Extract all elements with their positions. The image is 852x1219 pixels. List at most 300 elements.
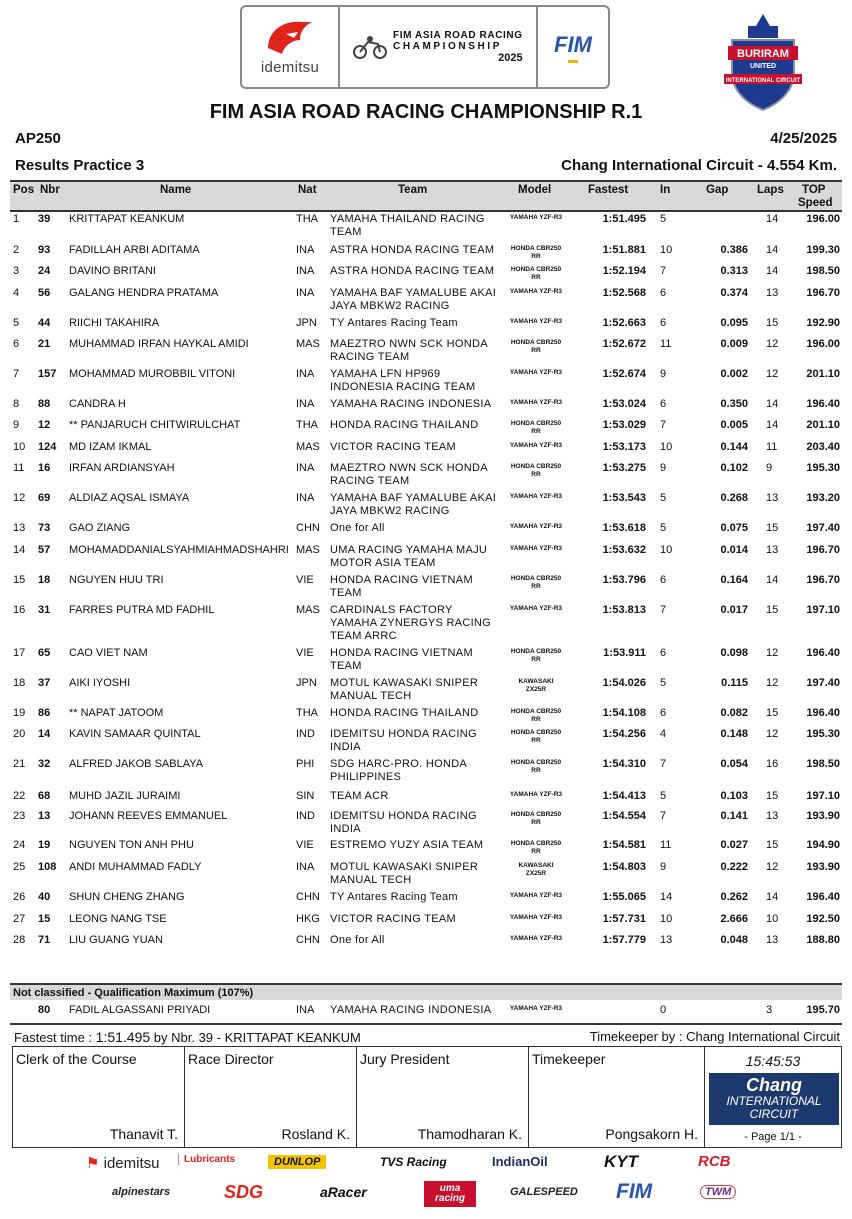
cell-team: YAMAHA BAF YAMALUBE AKAI JAYA MBKW2 RACING: [330, 492, 497, 517]
cell-team: IDEMITSU HONDA RACING INDIA: [330, 728, 477, 753]
sponsor-uma-racing: uma racing: [424, 1181, 476, 1207]
cell-model: HONDA CBR250 RR: [510, 811, 562, 826]
cell-laps: 15: [766, 522, 779, 534]
cell-model: YAMAHA YZF-R3: [509, 214, 563, 221]
cell-team: SDG HARC-PRO. HONDA PHILIPPINES: [330, 758, 467, 783]
timekeeper-by: Timekeeper by : Chang International Circuit: [589, 1029, 840, 1044]
cell-nbr: 69: [38, 492, 51, 504]
cell-in: 10: [660, 544, 673, 556]
idemitsu-logo: [242, 7, 338, 87]
sig-timekeeper-title: Timekeeper: [532, 1051, 606, 1067]
cell-team: ESTREMO YUZY ASIA TEAM: [330, 839, 484, 851]
cell-in: 7: [660, 604, 667, 616]
cell-gap: 0.009: [720, 338, 748, 350]
cell-in: 6: [660, 287, 667, 299]
cell-model: HONDA CBR250 RR: [510, 759, 562, 774]
header-logo-box: [240, 5, 610, 89]
cell-speed: 194.90: [806, 839, 840, 851]
cell-laps: 13: [766, 287, 779, 299]
chang-logo-line3: CIRCUIT: [749, 1107, 799, 1121]
session-name: Results Practice 3: [15, 157, 145, 174]
cell-in: 7: [660, 810, 667, 822]
cell-team: TY Antares Racing Team: [330, 317, 458, 329]
cell-team: MOTUL KAWASAKI SNIPER MANUAL TECH: [330, 861, 479, 886]
cell-speed: 193.90: [806, 861, 840, 873]
signature-table: [12, 1046, 842, 1148]
cell-name: JOHANN REEVES EMMANUEL: [69, 810, 228, 822]
cell-nat: JPN: [296, 677, 317, 689]
cell-name: GAO ZIANG: [69, 522, 131, 534]
col-pos: Pos: [13, 184, 35, 196]
cell-nbr: 31: [38, 604, 51, 616]
class-name: AP250: [15, 130, 61, 147]
cell-model: YAMAHA YZF-R3: [509, 399, 563, 406]
cell-team: One for All: [330, 934, 385, 946]
cell-in: 11: [660, 338, 672, 350]
cell-name: DAVINO BRITANI: [69, 265, 156, 277]
cell-nat: INA: [296, 1004, 315, 1016]
chang-logo-line2: INTERNATIONAL: [726, 1094, 822, 1108]
cell-speed: 192.50: [806, 913, 840, 925]
cell-gap: 0.374: [720, 287, 748, 299]
col-in: In: [660, 184, 671, 196]
cell-pos: 16: [13, 604, 26, 616]
cell-model: HONDA CBR250 RR: [510, 463, 562, 478]
cell-nat: INA: [296, 492, 315, 504]
cell-gap: 0.386: [720, 244, 748, 256]
cell-nbr: 15: [38, 913, 51, 925]
cell-speed: 193.20: [806, 492, 840, 504]
cell-nat: MAS: [296, 604, 320, 616]
cell-model: KAWASAKI ZX25R: [518, 678, 554, 693]
cell-nat: INA: [296, 462, 315, 474]
sig-clerk-name: Thanavit T.: [109, 1126, 178, 1142]
cell-gap: 0.164: [720, 574, 748, 586]
cell-laps: 14: [766, 265, 779, 277]
cell-model: HONDA CBR250 RR: [510, 339, 562, 354]
cell-model: HONDA CBR250 RR: [510, 575, 562, 590]
cell-team: YAMAHA LFN HP969 INDONESIA RACING TEAM: [330, 368, 476, 393]
cell-in: 14: [660, 891, 673, 903]
champ-line1: FIM ASIA ROAD RACING: [393, 30, 523, 41]
sponsor-indianoil: IndianOil: [492, 1154, 548, 1169]
sig-race-director-title: Race Director: [188, 1051, 274, 1067]
cell-team: TEAM ACR: [330, 790, 389, 802]
cell-model: YAMAHA YZF-R3: [509, 523, 563, 530]
cell-nat: THA: [296, 213, 318, 225]
cell-pos: 23: [13, 810, 26, 822]
cell-team: HONDA RACING THAILAND: [330, 419, 479, 431]
cell-pos: 1: [13, 213, 20, 225]
cell-laps: 15: [766, 707, 779, 719]
results-table-header: [10, 180, 842, 212]
cell-name: MOHAMMAD MUROBBIL VITONI: [69, 368, 236, 380]
cell-fastest: 1:57.779: [602, 934, 646, 946]
cell-pos: 11: [13, 462, 25, 474]
cell-pos: 8: [13, 398, 20, 410]
col-gap: Gap: [706, 184, 729, 196]
cell-speed: 197.40: [806, 677, 840, 689]
cell-fastest: 1:53.813: [602, 604, 646, 616]
cell-team: One for All: [330, 522, 385, 534]
buriram-circuit-badge: [718, 10, 808, 112]
cell-pos: 27: [13, 913, 26, 925]
sponsor-aracer: aRacer: [320, 1184, 367, 1200]
rider-icon: [352, 34, 388, 60]
cell-speed: 195.30: [806, 728, 840, 740]
cell-laps: 12: [766, 368, 779, 380]
cell-name: IRFAN ARDIANSYAH: [69, 462, 175, 474]
cell-in: 11: [660, 839, 672, 851]
cell-fastest: 1:53.796: [602, 574, 646, 586]
event-date: 4/25/2025: [770, 130, 837, 147]
cell-gap: 0.005: [720, 419, 748, 431]
cell-in: 5: [660, 213, 667, 225]
cell-nbr: 39: [38, 213, 51, 225]
cell-model: HONDA CBR250 RR: [510, 729, 562, 744]
cell-name: MUHD JAZIL JURAIMI: [69, 790, 181, 802]
cell-gap: 0.027: [720, 839, 748, 851]
cell-fastest: 1:54.256: [602, 728, 646, 740]
cell-fastest: 1:57.731: [602, 913, 646, 925]
cell-speed: 197.10: [806, 790, 840, 802]
col-nat: Nat: [298, 184, 317, 196]
cell-team: ASTRA HONDA RACING TEAM: [330, 244, 495, 256]
fim-wordmark: FIM: [554, 31, 592, 57]
badge-bottom-text: INTERNATIONAL CIRCUIT: [725, 78, 801, 84]
col-laps: Laps: [757, 184, 784, 196]
cell-name: NGUYEN HUU TRI: [69, 574, 164, 586]
cell-name: ** NAPAT JATOOM: [69, 707, 164, 719]
cell-fastest: 1:53.618: [602, 522, 646, 534]
cell-pos: 17: [13, 647, 26, 659]
sig-clerk-title: Clerk of the Course: [16, 1051, 137, 1067]
cell-name: CAO VIET NAM: [69, 647, 148, 659]
badge-top-text: BURIRAM: [737, 48, 789, 60]
cell-gap: 0.103: [720, 790, 748, 802]
cell-in: 6: [660, 707, 667, 719]
cell-gap: 0.350: [720, 398, 748, 410]
cell-gap: 0.102: [720, 462, 748, 474]
cell-laps: 12: [766, 861, 779, 873]
cell-pos: 25: [13, 861, 26, 873]
cell-speed: 196.40: [806, 707, 840, 719]
cell-nat: CHN: [296, 934, 320, 946]
cell-model: YAMAHA YZF-R3: [509, 369, 563, 376]
cell-laps: 9: [766, 462, 773, 474]
cell-nbr: 40: [38, 891, 51, 903]
cell-team: YAMAHA RACING INDONESIA: [330, 1004, 492, 1016]
cell-nbr: 12: [38, 419, 51, 431]
cell-nat: MAS: [296, 441, 320, 453]
cell-model: HONDA CBR250 RR: [510, 708, 562, 723]
cell-pos: 10: [13, 441, 26, 453]
sponsor-sdg: SDG: [224, 1182, 264, 1202]
cell-fastest: 1:51.881: [602, 244, 646, 256]
cell-gap: 0.017: [720, 604, 748, 616]
cell-pos: 26: [13, 891, 26, 903]
cell-name: GALANG HENDRA PRATAMA: [69, 287, 219, 299]
cell-gap: 0.313: [720, 265, 748, 277]
cell-model: HONDA CBR250 RR: [510, 245, 562, 260]
cell-in: 10: [660, 244, 673, 256]
cell-nat: INA: [296, 244, 315, 256]
cell-nbr: 19: [38, 839, 51, 851]
cell-laps: 13: [766, 810, 779, 822]
cell-in: 7: [660, 265, 667, 277]
cell-nbr: 44: [38, 317, 51, 329]
cell-gap: 0.048: [720, 934, 748, 946]
cell-nbr: 24: [38, 265, 51, 277]
cell-fastest: 1:53.275: [602, 462, 646, 474]
cell-nbr: 65: [38, 647, 51, 659]
cell-name: NGUYEN TON ANH PHU: [69, 839, 194, 851]
cell-model: YAMAHA YZF-R3: [509, 318, 563, 325]
cell-model: YAMAHA YZF-R3: [509, 914, 563, 921]
cell-speed: 196.40: [806, 398, 840, 410]
col-speed-bottom: Speed: [798, 197, 833, 209]
cell-team: MAEZTRO NWN SCK HONDA RACING TEAM: [330, 462, 488, 487]
cell-gap: 0.082: [720, 707, 748, 719]
cell-pos: 7: [13, 368, 20, 380]
cell-nbr: 18: [38, 574, 51, 586]
cell-speed: 193.90: [806, 810, 840, 822]
cell-model: KAWASAKI ZX25R: [518, 862, 554, 877]
sig-timekeeper-name: Pongsakorn H.: [605, 1126, 698, 1142]
cell-laps: 14: [766, 891, 779, 903]
cell-in: 7: [660, 419, 667, 431]
cell-pos: 15: [13, 574, 26, 586]
cell-nbr: 88: [38, 398, 51, 410]
cell-fastest: 1:54.108: [602, 707, 646, 719]
chang-logo-line1: Chang: [746, 1075, 802, 1095]
cell-fastest: 1:53.173: [602, 441, 646, 453]
cell-model: HONDA CBR250 RR: [510, 266, 562, 281]
cell-nbr: 86: [38, 707, 51, 719]
cell-name: MUHAMMAD IRFAN HAYKAL AMIDI: [69, 338, 249, 350]
cell-fastest: 1:52.672: [602, 338, 646, 350]
cell-in: 9: [660, 462, 667, 474]
cell-gap: 0.014: [720, 544, 748, 556]
sig-timekeeper: [529, 1047, 705, 1147]
cell-nat: CHN: [296, 522, 320, 534]
cell-in: 10: [660, 441, 673, 453]
cell-fastest: 1:52.568: [602, 287, 646, 299]
fim-logo: [538, 32, 608, 63]
cell-pos: 20: [13, 728, 26, 740]
cell-team: YAMAHA THAILAND RACING TEAM: [330, 213, 485, 238]
cell-nbr: 14: [38, 728, 51, 740]
cell-nbr: 57: [38, 544, 51, 556]
cell-in: 10: [660, 913, 673, 925]
cell-nbr: 73: [38, 522, 51, 534]
cell-team: YAMAHA BAF YAMALUBE AKAI JAYA MBKW2 RACING: [330, 287, 497, 312]
cell-gap: 0.095: [720, 317, 748, 329]
fastest-time-value: 1:51.495: [95, 1029, 151, 1045]
cell-pos: 6: [13, 338, 20, 350]
cell-gap: 0.115: [721, 677, 748, 689]
cell-fastest: 1:52.674: [602, 368, 646, 380]
cell-speed: 197.40: [806, 522, 840, 534]
cell-fastest: 1:53.632: [602, 544, 646, 556]
cell-in: 0: [660, 1004, 667, 1016]
cell-laps: 13: [766, 934, 779, 946]
cell-nat: THA: [296, 419, 318, 431]
cell-gap: 0.054: [720, 758, 748, 770]
cell-name: KRITTAPAT KEANKUM: [69, 213, 185, 225]
cell-model: YAMAHA YZF-R3: [509, 1005, 563, 1012]
cell-pos: 2: [13, 244, 20, 256]
cell-speed: 201.10: [806, 368, 840, 380]
cell-team: CARDINALS FACTORY YAMAHA ZYNERGYS RACING TEAM ARRC: [330, 604, 492, 642]
cell-laps: 15: [766, 604, 779, 616]
cell-laps: 15: [766, 317, 779, 329]
cell-in: 6: [660, 317, 667, 329]
cell-gap: 0.098: [720, 647, 748, 659]
cell-team: VICTOR RACING TEAM: [330, 913, 457, 925]
cell-team: HONDA RACING VIETNAM TEAM: [330, 574, 473, 599]
sponsor-lubricants: Lubricants: [178, 1154, 235, 1165]
cell-nat: SIN: [296, 790, 315, 802]
cell-in: 4: [660, 728, 667, 740]
cell-gap: 2.666: [720, 913, 748, 925]
cell-name: ALFRED JAKOB SABLAYA: [69, 758, 204, 770]
cell-nat: VIE: [296, 647, 314, 659]
cell-fastest: 1:55.065: [602, 891, 646, 903]
cell-nbr: 16: [38, 462, 51, 474]
cell-model: YAMAHA YZF-R3: [509, 545, 563, 552]
cell-nat: INA: [296, 861, 315, 873]
print-time: 15:45:53: [745, 1053, 801, 1069]
cell-speed: 188.80: [806, 934, 840, 946]
cell-in: 5: [660, 790, 667, 802]
cell-nbr: 13: [38, 810, 51, 822]
cell-model: YAMAHA YZF-R3: [509, 892, 563, 899]
cell-laps: 14: [766, 419, 779, 431]
sig-jury-president: [357, 1047, 529, 1147]
cell-fastest: 1:54.803: [602, 861, 646, 873]
cell-pos: 21: [13, 758, 26, 770]
cell-speed: 203.40: [806, 441, 840, 453]
cell-fastest: 1:52.194: [602, 265, 646, 277]
cell-speed: 198.50: [806, 265, 840, 277]
cell-name: FADIL ALGASSANI PRIYADI: [69, 1004, 211, 1016]
cell-nat: INA: [296, 265, 315, 277]
cell-fastest: 1:54.554: [602, 810, 646, 822]
cell-name: FARRES PUTRA MD FADHIL: [69, 604, 215, 616]
fastest-label: Fastest time :: [14, 1030, 93, 1045]
cell-laps: 10: [766, 913, 779, 925]
sig-jury-name: Thamodharan K.: [417, 1126, 522, 1142]
cell-gap: 0.141: [720, 810, 748, 822]
cell-nbr: 37: [38, 677, 51, 689]
sponsor-alpinestars: alpinestars: [112, 1186, 171, 1198]
cell-fastest: 1:53.911: [603, 647, 646, 659]
cell-nbr: 93: [38, 244, 51, 256]
champ-year: 2025: [498, 52, 523, 64]
cell-gap: 0.268: [720, 492, 748, 504]
cell-laps: 12: [766, 647, 779, 659]
cell-nat: PHI: [296, 758, 315, 770]
cell-fastest: 1:52.663: [602, 317, 646, 329]
cell-team: IDEMITSU HONDA RACING INDIA: [330, 810, 477, 835]
sponsor-idemitsu: ⚑ idemitsu: [86, 1155, 160, 1172]
sig-race-director-name: Rosland K.: [281, 1126, 350, 1142]
cell-model: HONDA CBR250 RR: [510, 648, 562, 663]
cell-name: CANDRA H: [69, 398, 126, 410]
cell-pos: 5: [13, 317, 20, 329]
cell-laps: 16: [766, 758, 779, 770]
cell-nat: THA: [296, 707, 318, 719]
cell-name: RIICHI TAKAHIRA: [69, 317, 160, 329]
cell-nbr: 32: [38, 758, 51, 770]
cell-fastest: 1:54.310: [602, 758, 646, 770]
cell-pos: 4: [13, 287, 20, 299]
cell-speed: 196.70: [806, 544, 840, 556]
cell-nbr: 157: [38, 368, 57, 380]
sponsor-galespeed: GALESPEED: [510, 1186, 578, 1198]
cell-nbr: 71: [38, 934, 51, 946]
cell-model: HONDA CBR250 RR: [510, 840, 562, 855]
cell-laps: 11: [766, 441, 778, 453]
cell-pos: 9: [13, 419, 20, 431]
sponsor-twm: TWM: [700, 1185, 736, 1199]
cell-name: ANDI MUHAMMAD FADLY: [69, 861, 202, 873]
cell-nat: VIE: [296, 839, 314, 851]
cell-name: ALDIAZ AQSAL ISMAYA: [69, 492, 190, 504]
idemitsu-flame-icon: [264, 18, 316, 56]
cell-laps: 3: [766, 1004, 773, 1016]
col-fastest: Fastest: [588, 184, 629, 196]
champ-line2: CHAMPIONSHIP: [393, 41, 502, 52]
cell-in: 5: [660, 492, 667, 504]
sponsor-tvs: TVS Racing: [380, 1155, 447, 1169]
not-classified-heading: Not classified - Qualification Maximum (107%): [10, 983, 842, 1000]
col-speed-top: TOP: [802, 184, 826, 196]
cell-team: TY Antares Racing Team: [330, 891, 458, 903]
cell-gap: 0.075: [720, 522, 748, 534]
cell-name: FADILLAH ARBI ADITAMA: [69, 244, 200, 256]
cell-team: YAMAHA RACING INDONESIA: [330, 398, 492, 410]
cell-fastest: 1:53.029: [602, 419, 646, 431]
cell-name: KAVIN SAMAAR QUINTAL: [69, 728, 201, 740]
cell-laps: 13: [766, 544, 779, 556]
cell-in: 9: [660, 861, 667, 873]
sponsor-kyt: KYT: [604, 1152, 638, 1171]
cell-name: LIU GUANG YUAN: [69, 934, 163, 946]
cell-name: SHUN CHENG ZHANG: [69, 891, 185, 903]
cell-gap: 0.148: [720, 728, 748, 740]
cell-laps: 14: [766, 398, 779, 410]
cell-nbr: 124: [38, 441, 57, 453]
cell-nbr: 56: [38, 287, 51, 299]
cell-gap: 0.002: [720, 368, 748, 380]
cell-in: 7: [660, 758, 667, 770]
cell-model: YAMAHA YZF-R3: [509, 493, 563, 500]
cell-in: 6: [660, 574, 667, 586]
cell-laps: 12: [766, 728, 779, 740]
idemitsu-wordmark: idemitsu: [260, 59, 320, 76]
sig-jury-title: Jury President: [360, 1051, 450, 1067]
col-nbr: Nbr: [40, 184, 60, 196]
col-team: Team: [398, 184, 428, 196]
cell-gap: 0.222: [720, 861, 748, 873]
cell-model: YAMAHA YZF-R3: [509, 442, 563, 449]
cell-nat: MAS: [296, 338, 320, 350]
cell-name: MD IZAM IKMAL: [69, 441, 152, 453]
col-name: Name: [160, 184, 192, 196]
cell-nat: INA: [296, 398, 315, 410]
